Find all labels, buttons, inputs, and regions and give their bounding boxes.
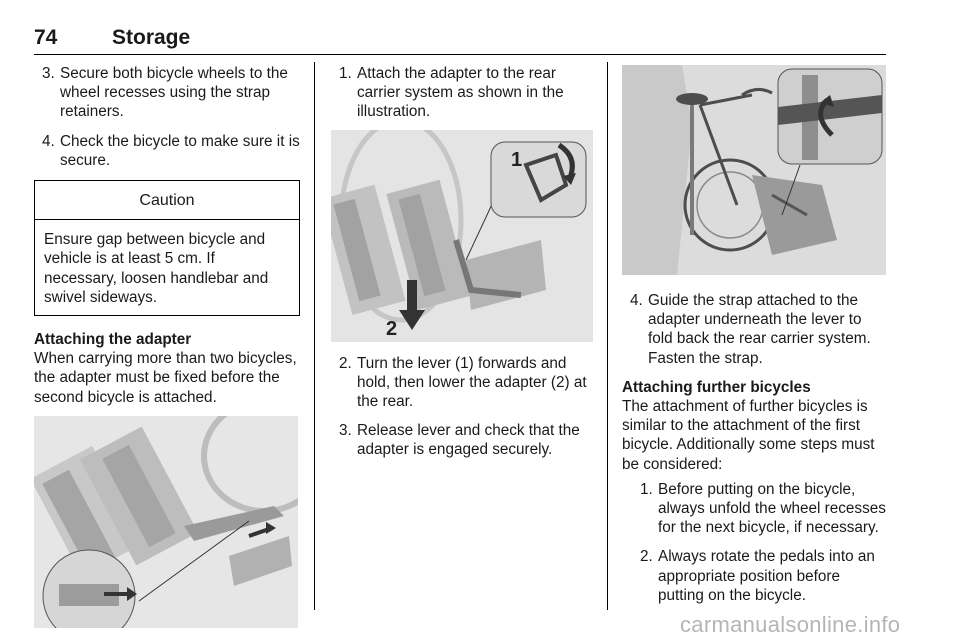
lever-illustration: [331, 130, 593, 342]
section-text: The attachment of further bicycles is similar to the attachment of the first bicycle. Additionally some steps must be considered:: [622, 398, 875, 473]
page-title: Storage: [112, 26, 191, 49]
list-item: 1. Before putting on the bicycle, always unfold the wheel recesses for the next bicycle, if necessary.: [640, 480, 886, 537]
bicycle-on-carrier-illustration: [622, 65, 886, 275]
callout-1-label: 1: [511, 148, 523, 171]
section-heading: Attaching further bicycles: [622, 378, 811, 396]
bike-carrier-adapter-illustration: [34, 416, 298, 628]
page-number: 74: [34, 26, 58, 49]
caution-title: Caution: [35, 181, 299, 220]
step-list: [632, 480, 888, 605]
column-right: [622, 65, 888, 615]
page-header: [34, 26, 886, 55]
step-list: [331, 354, 593, 460]
adapter-illustration: [34, 416, 298, 628]
list-item: 3. Secure both bicycle wheels to the wheel recesses using the strap retainers.: [42, 65, 288, 121]
step-list: [331, 64, 593, 122]
list-item: 2. Always rotate the pedals into an appropriate position before putting on the bicycle.: [640, 548, 875, 604]
list-item: 2. Turn the lever (1) forwards and hold, then lower the adapter (2) at the rear.: [339, 354, 587, 411]
section-heading: Attaching the adapter: [34, 331, 192, 349]
caution-text: Ensure gap between bicycle and vehicle is at least 5 cm. If necessary, loosen handlebar and swivel sideways.: [44, 231, 269, 306]
list-item: 4. Check the bicycle to make sure it is secure.: [42, 132, 300, 169]
caution-box: [34, 180, 300, 316]
callout-2-label: 2: [386, 317, 398, 340]
list-item: 1. Attach the adapter to the rear carrier system as shown in the illustration.: [339, 65, 564, 121]
step-list: [622, 291, 888, 368]
list-item: 4. Guide the strap attached to the adapter underneath the lever to fold back the rear carrier system. Fasten the strap.: [630, 292, 871, 367]
column-divider: [607, 62, 608, 610]
column-middle: [331, 64, 593, 470]
list-item: 3. Release lever and check that the adapter is engaged securely.: [339, 422, 580, 459]
watermark: carmanualsonline.info: [680, 612, 901, 637]
strap-illustration: [622, 65, 886, 275]
lever-adapter-illustration: [331, 130, 593, 342]
section-text: When carrying more than two bicycles, the adapter must be fixed before the second bicycle is attached.: [34, 350, 297, 406]
step-list: [34, 64, 300, 170]
column-divider: [314, 62, 315, 610]
column-left: [34, 64, 300, 628]
